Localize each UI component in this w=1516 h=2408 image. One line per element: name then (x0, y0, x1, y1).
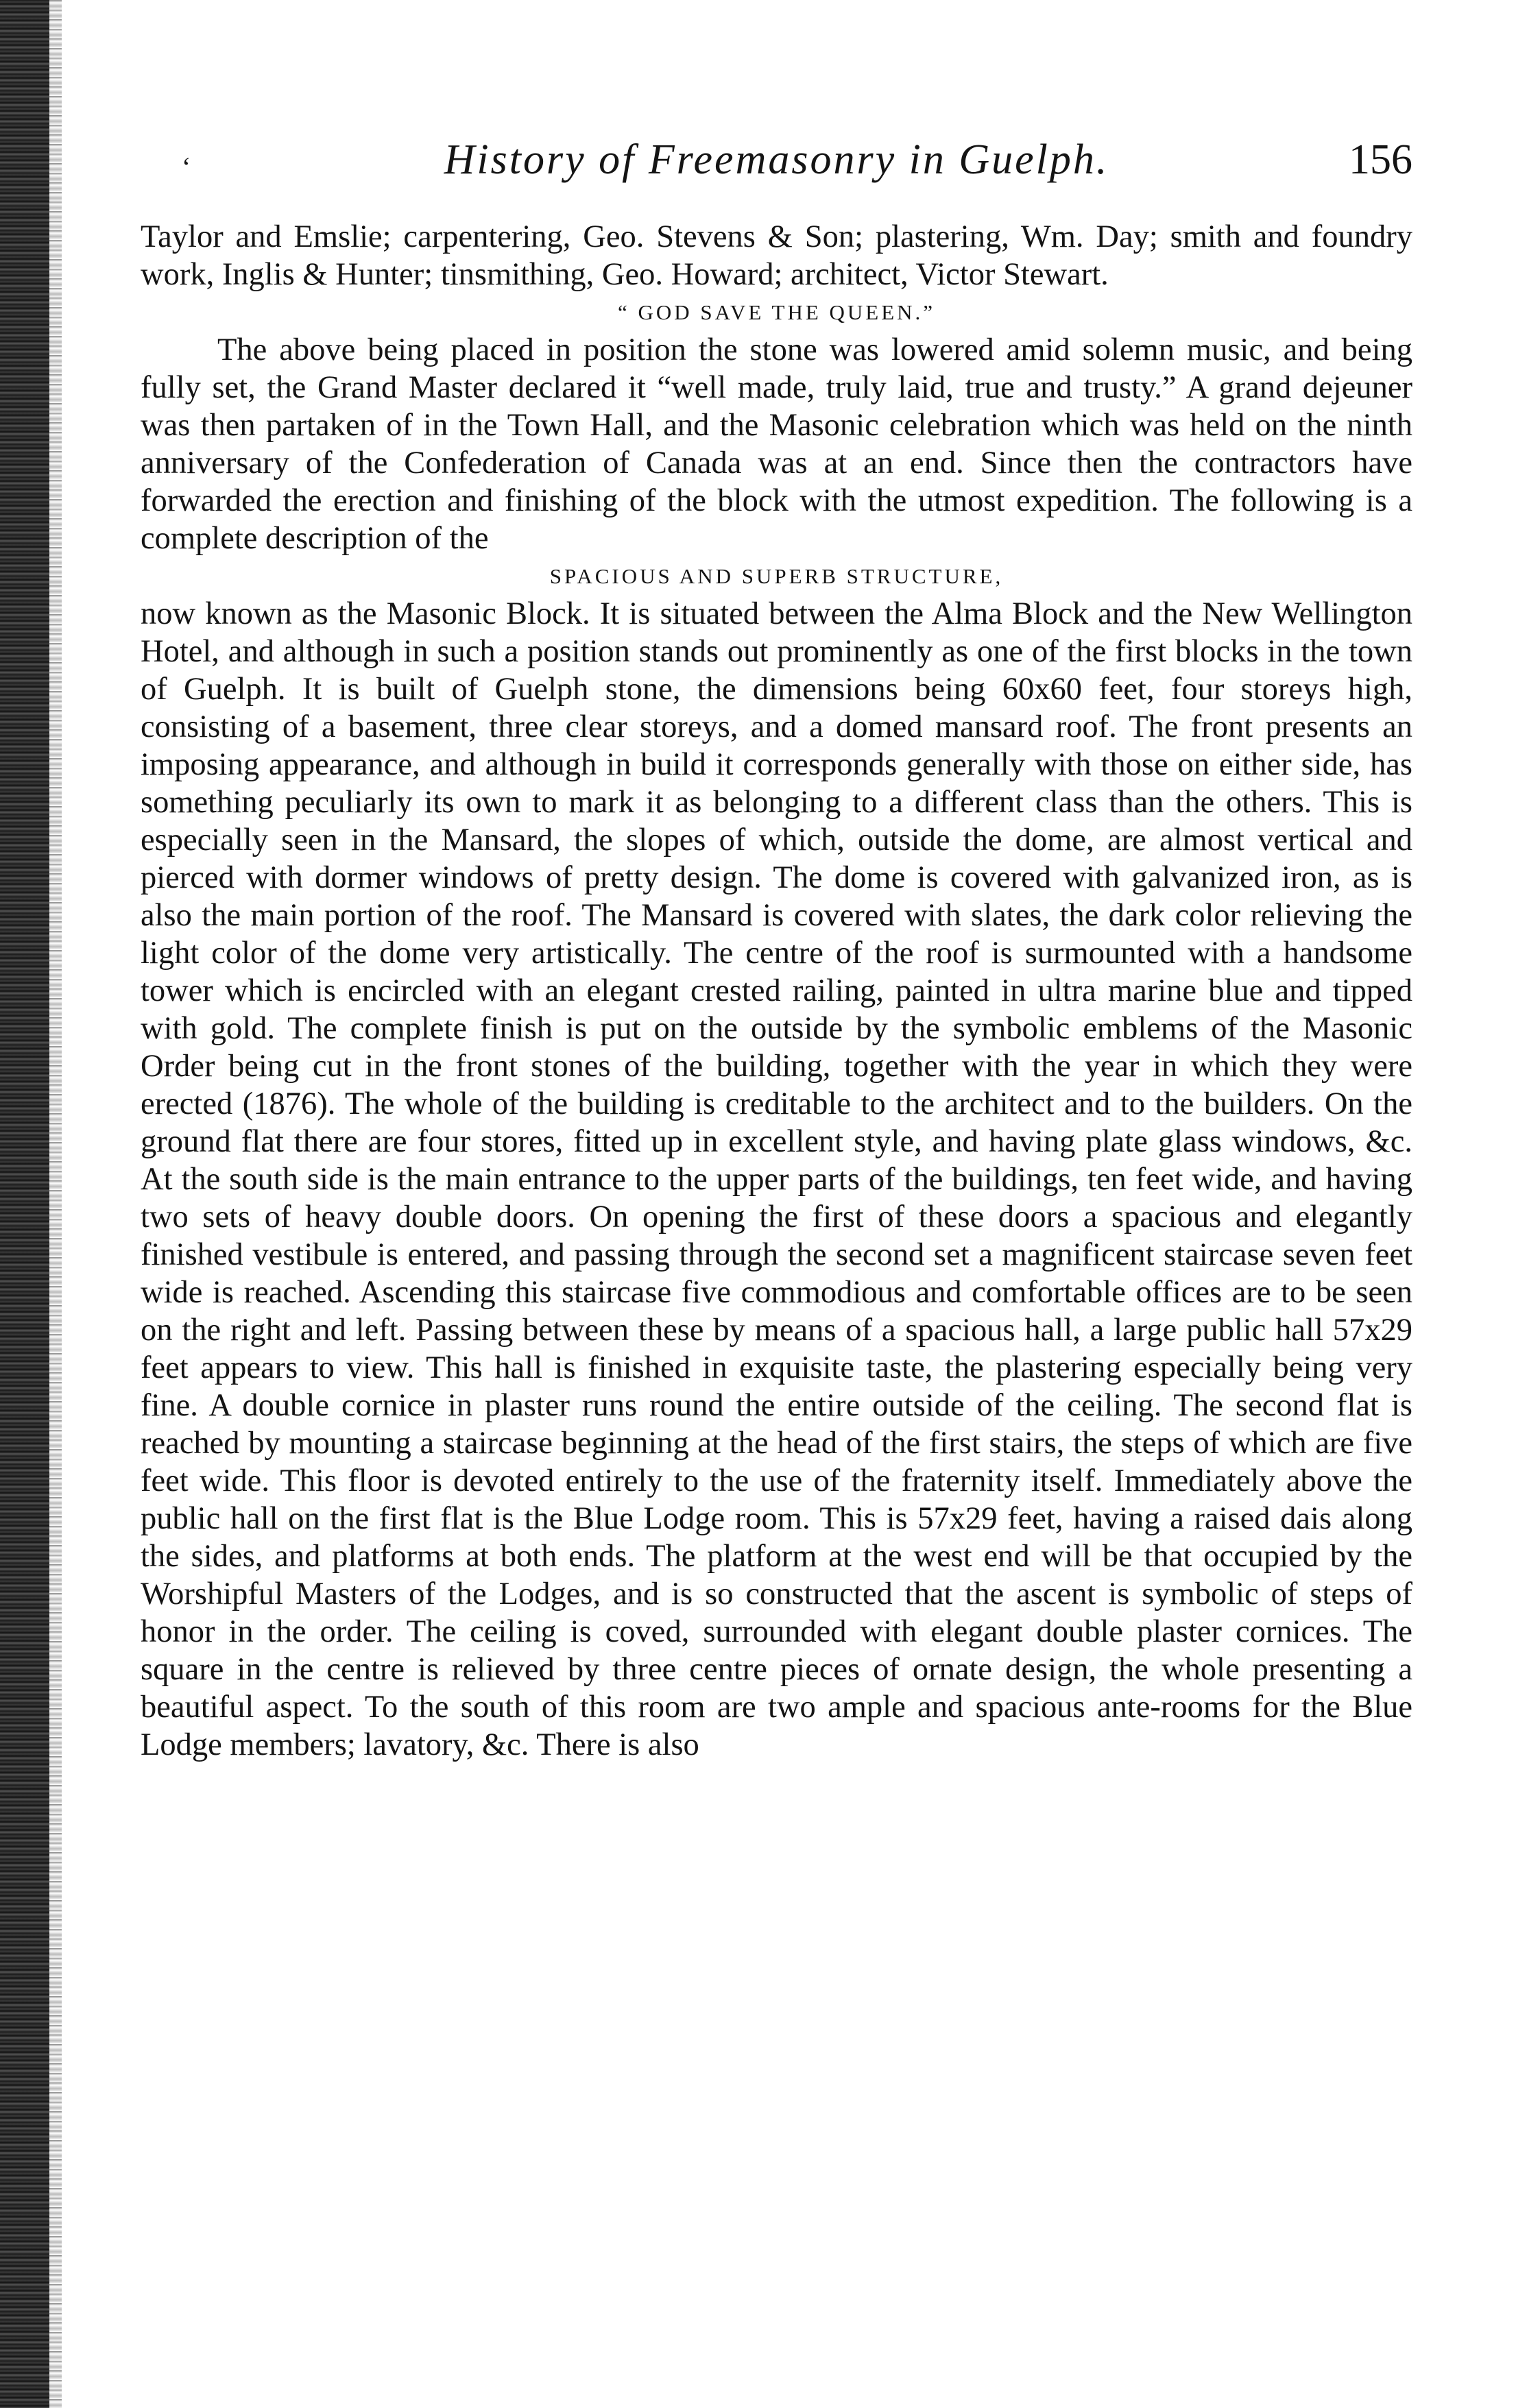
page-number: 156 (1349, 136, 1412, 183)
page-title: History of Freemasonry in Guelph. (444, 136, 1109, 183)
header-mark: ‘ (182, 151, 191, 182)
paragraph-contractors: Taylor and Emslie; carpentering, Geo. Stevens & Son; plastering, Wm. Day; smith and foundry work, Inglis & Hunter; tinsmithing, Geo. Howard; architect, Victor Stewart. (141, 219, 1412, 292)
scanned-binding-edge (0, 0, 49, 2408)
heading-spacious-structure: SPACIOUS AND SUPERB STRUCTURE, (549, 564, 1004, 588)
running-header (141, 136, 1412, 191)
binding-shadow (49, 0, 62, 2408)
paragraph-stone-lowered: The above being placed in position the stone was lowered amid solemn music, and being fully set, the Grand Master declared it “well made, truly laid, true and trusty.” A grand dejeuner was then partaken of in the Town Hall, and the Masonic celebration which was held on the ninth anniversary of the Confederation of Canada was at an end. Since then the contractors have forwarded the erection and finishing of the block with the utmost expedition. The following is a complete description of the (141, 332, 1412, 556)
heading-god-save-the-queen: “ GOD SAVE THE QUEEN.” (617, 300, 936, 324)
body-text (141, 218, 1412, 1764)
paragraph-masonic-block: now known as the Masonic Block. It is situated between the Alma Block and the New Wellington Hotel, and although in such a position stands out prominently as one of the first blocks in the town of Guelph. It is built of Guelph stone, the dimensions being 60x60 feet, four storeys high, consisting of a basement, three clear storeys, and a domed mansard roof. The front presents an imposing appearance, and although in build it corresponds generally with those on either side, has something peculiarly its own to mark it as belonging to a different class than the others. This is especially seen in the Mansard, the slopes of which, outside the dome, are almost vertical and pierced with dormer windows of pretty design. The dome is covered with galvanized iron, as is also the main portion of the roof. The Mansard is covered with slates, the dark color relieving the light color of the dome very artistically. The centre of the roof is surmounted with a handsome tower which is encircled with an elegant crested railing, painted in ultra marine blue and tipped with gold. The complete finish is put on the outside by the symbolic emblems of the Masonic Order being cut in the front stones of the building, together with the year in which they were erected (1876). The whole of the building is creditable to the architect and to the builders. On the ground flat there are four stores, fitted up in excellent style, and having plate glass windows, &c. At the south side is the main entrance to the upper parts of the buildings, ten feet wide, and having two sets of heavy double doors. On opening the first of these doors a spacious and elegantly finished vestibule is entered, and passing through the second set a magnificent staircase seven feet wide is reached. Ascending this staircase five commodious and comfortable offices are to be seen on the right and left. Passing between these by means of a spacious hall, a large public hall 57x29 feet appears to view. This hall is finished in exquisite taste, the plastering especially being very fine. A double cornice in plaster runs round the entire outside of the ceiling. The second flat is reached by mounting a staircase beginning at the head of the first stairs, the steps of which are five feet wide. This floor is devoted entirely to the use of the fraternity itself. Immediately above the public hall on the first flat is the Blue Lodge room. This is 57x29 feet, having a raised dais along the sides, and platforms at both ends. The platform at the west end will be that occupied by the Worshipful Masters of the Lodges, and is so constructed that the ascent is symbolic of steps of honor in the order. The ceiling is coved, surrounded with elegant double plaster cornices. The square in the centre is relieved by three centre pieces of ornate design, the whole presenting a beautiful aspect. To the south of this room are two ample and spacious ante-rooms for the Blue Lodge members; lavatory, &c. There is also (141, 596, 1412, 1762)
